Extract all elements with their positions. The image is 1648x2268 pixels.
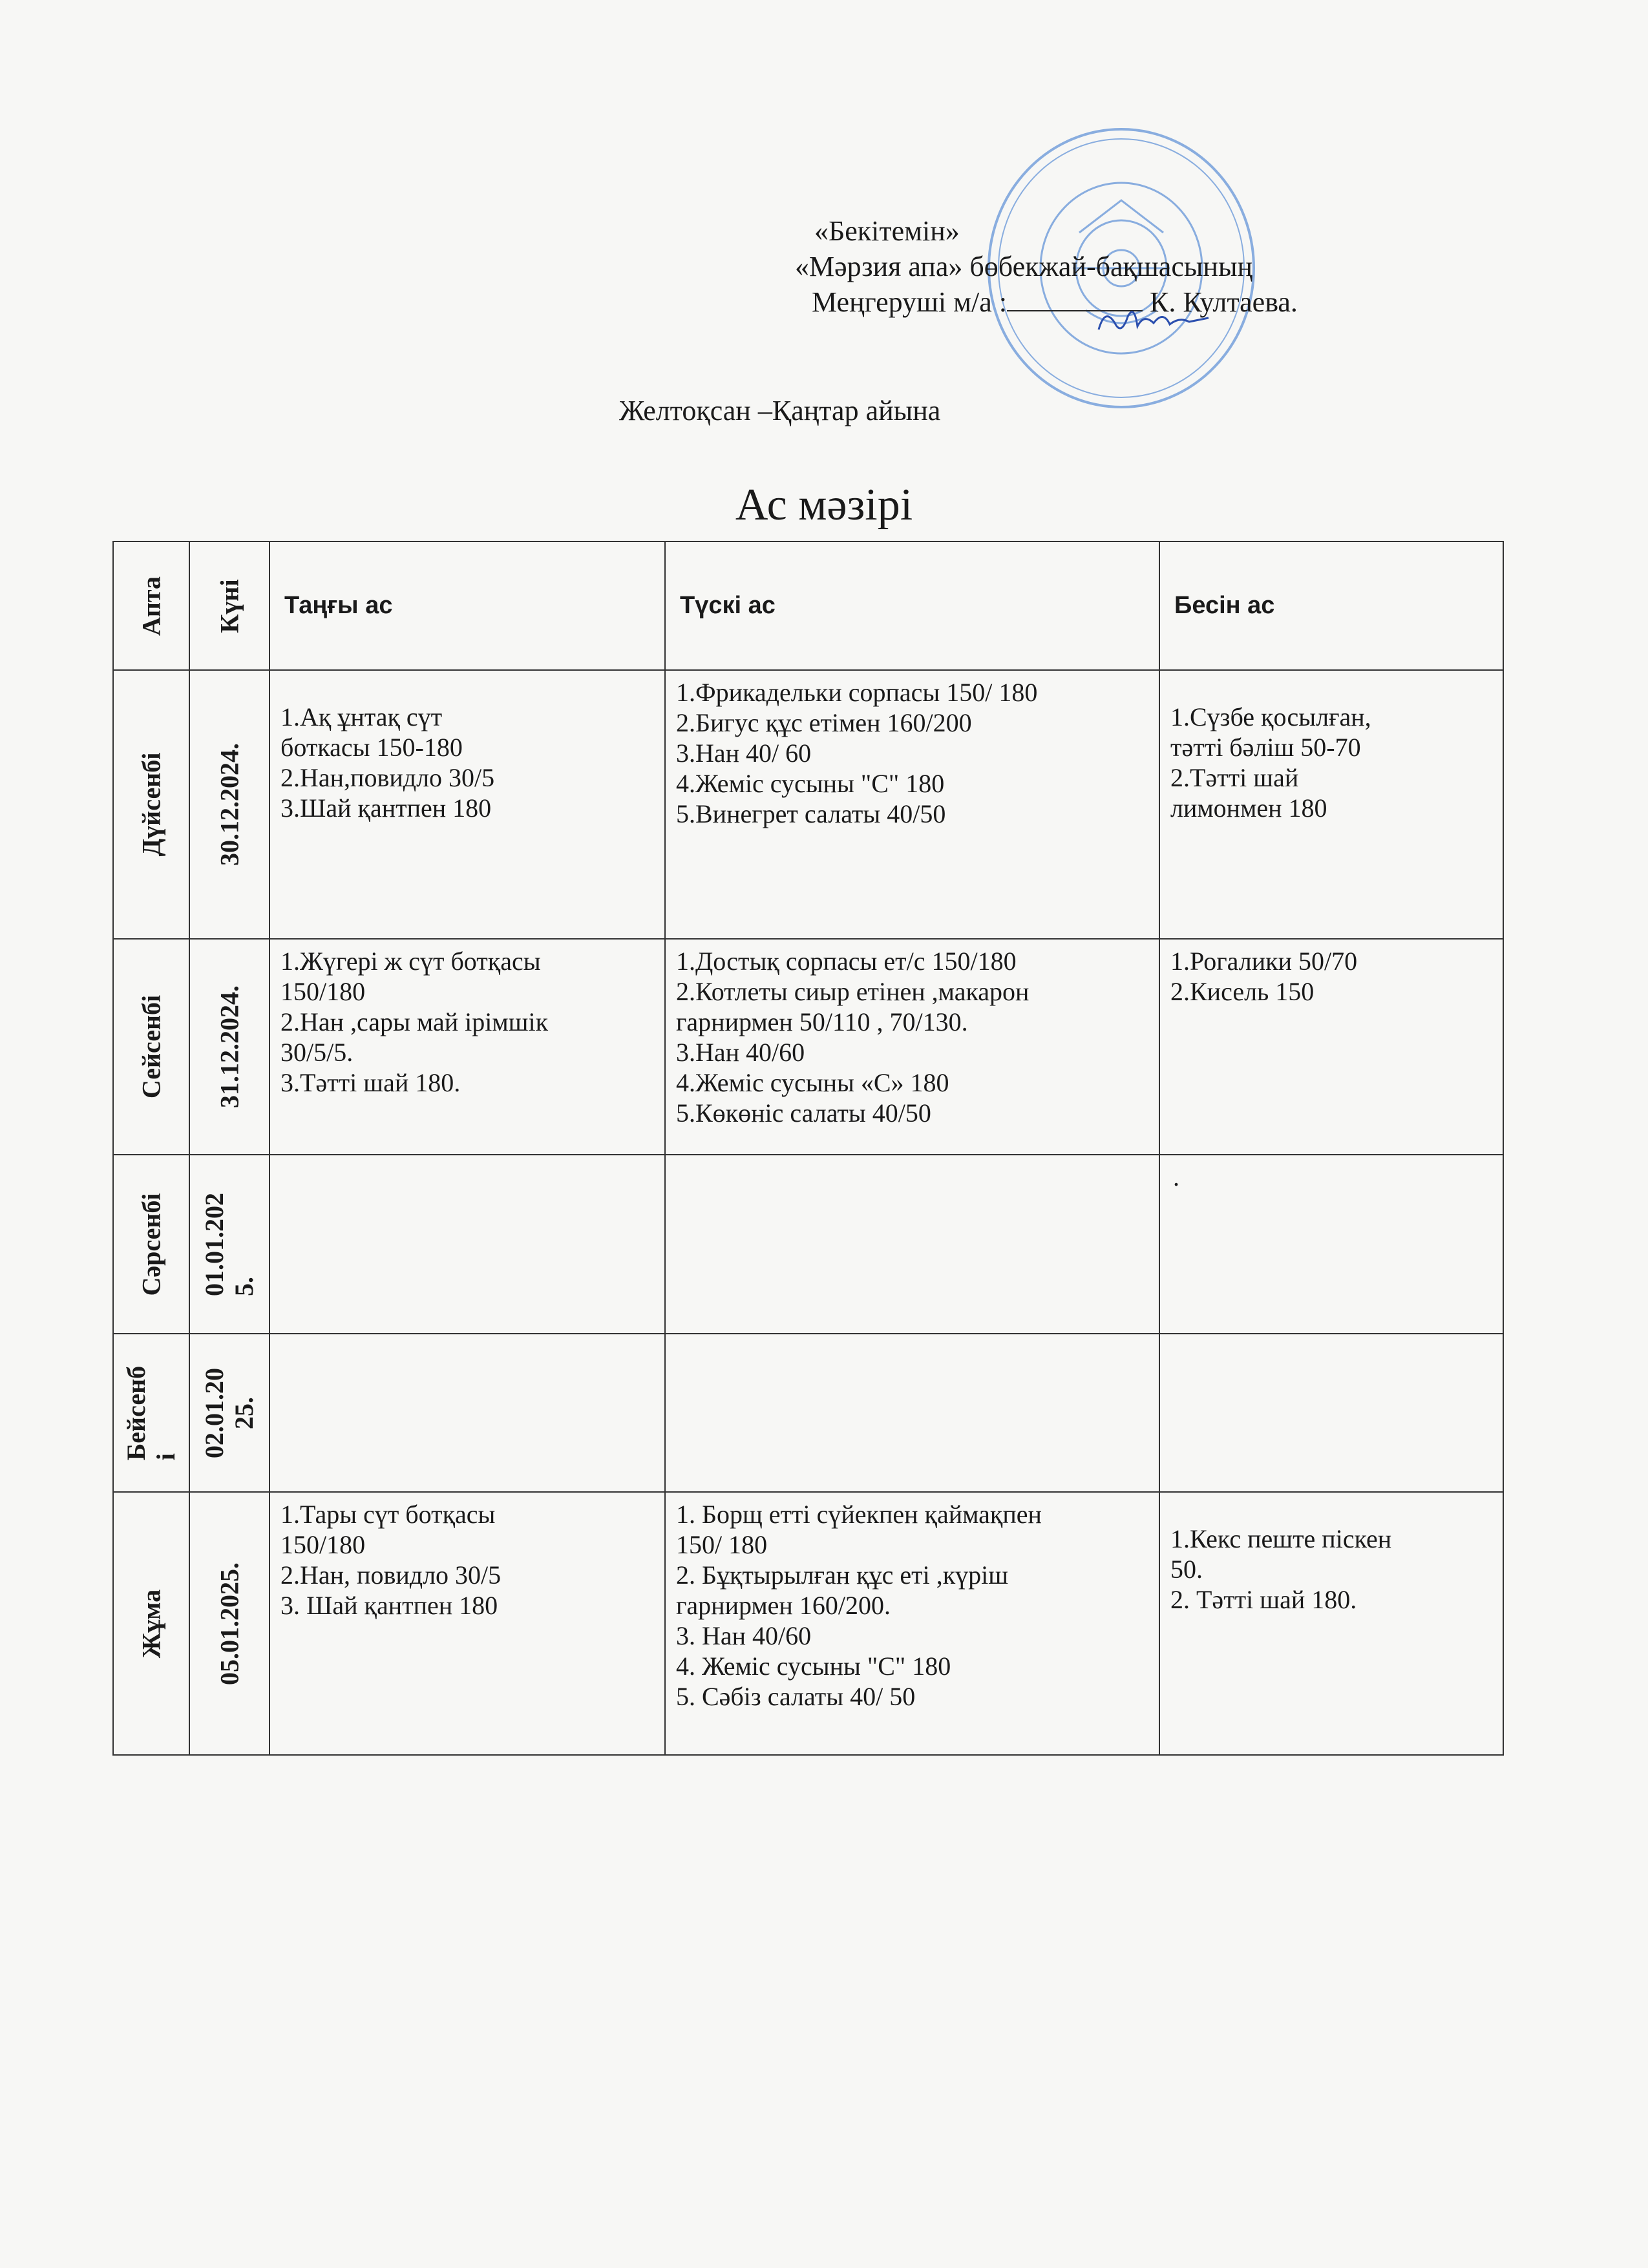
table-row [113, 1492, 1503, 1755]
row-week: Дүйсенбі [113, 670, 189, 939]
row-snack: 1.Рогалики 50/70 2.Кисель 150 [1159, 939, 1503, 1155]
approval-line-3 [795, 284, 1298, 320]
row-snack [1159, 1334, 1503, 1492]
approval-name: К. Култаева. [1149, 286, 1298, 318]
row-lunch: 1. Борщ етті сүйекпен қаймақпен 150/ 180 2. Бұқтырылған құс еті ,күріш гарнирмен 160/200. 3. Нан 40/60 4. Жеміс сусыны "С" 180 5. Сәбіз салаты 40/ 50 [665, 1492, 1159, 1755]
row-breakfast: 1.Тары сүт ботқасы 150/180 2.Нан, повидло 30/5 3. Шай қантпен 180 [269, 1492, 665, 1755]
row-date: 30.12.2024. [189, 670, 269, 939]
table-row [113, 939, 1503, 1155]
row-snack: 1.Сүзбе қосылған, тәтті бәліш 50-70 2.Тәтті шай лимонмен 180 [1159, 670, 1503, 939]
row-lunch: 1.Фрикадельки сорпасы 150/ 180 2.Бигус құс етімен 160/200 3.Нан 40/ 60 4.Жеміс сусыны "С" 180 5.Винегрет салаты 40/50 [665, 670, 1159, 939]
table-row [113, 670, 1503, 939]
approval-position: Меңгеруші м/а : [812, 286, 1007, 318]
row-breakfast: 1.Жүгері ж сүт ботқасы 150/180 2.Нан ,сары май ірімшік 30/5/5. 3.Тәтті шай 180. [269, 939, 665, 1155]
handwritten-signature [1092, 304, 1215, 342]
header-lunch: Түскі ас [665, 541, 1159, 670]
row-lunch [665, 1155, 1159, 1334]
period-label: Желтоқсан –Қаңтар айына [619, 395, 941, 426]
row-date: 02.01.20 25. [189, 1334, 269, 1492]
row-snack: 1.Кекс пеште піскен 50. 2. Тәтті шай 180. [1159, 1492, 1503, 1755]
row-breakfast [269, 1155, 665, 1334]
header-day: Күні [189, 541, 269, 670]
table-row [113, 1155, 1503, 1334]
row-snack: . [1159, 1155, 1503, 1334]
header-week: Апта [113, 541, 189, 670]
row-breakfast [269, 1334, 665, 1492]
header-row [113, 541, 1503, 670]
row-date: 31.12.2024. [189, 939, 269, 1155]
header-snack: Бесін ас [1159, 541, 1503, 670]
approval-line-1: «Бекітемін» [814, 215, 960, 247]
row-lunch: 1.Достық сорпасы ет/с 150/180 2.Котлеты сиыр етінен ,макарон гарнирмен 50/110 , 70/130. 3.Нан 40/60 4.Жеміс сусыны «С» 180 5.Көкөніс салаты 40/50 [665, 939, 1159, 1155]
row-lunch [665, 1334, 1159, 1492]
header-breakfast: Таңғы ас [269, 541, 665, 670]
row-week: Жұма [113, 1492, 189, 1755]
table-row [113, 1334, 1503, 1492]
page-title: Ас мәзірі [735, 480, 913, 530]
menu-table [112, 541, 1504, 1756]
approval-line-2: «Мәрзия апа» бөбекжай-бақшасының [795, 251, 1253, 282]
row-breakfast: 1.Ақ ұнтақ сүт боткасы 150-180 2.Нан,повидло 30/5 3.Шай қантпен 180 [269, 670, 665, 939]
row-date: 05.01.2025. [189, 1492, 269, 1755]
row-week: Бейсенб і [113, 1334, 189, 1492]
row-week: Сәрсенбі [113, 1155, 189, 1334]
row-date: 01.01.202 5. [189, 1155, 269, 1334]
approval-block [795, 213, 1298, 320]
row-week: Сейсенбі [113, 939, 189, 1155]
